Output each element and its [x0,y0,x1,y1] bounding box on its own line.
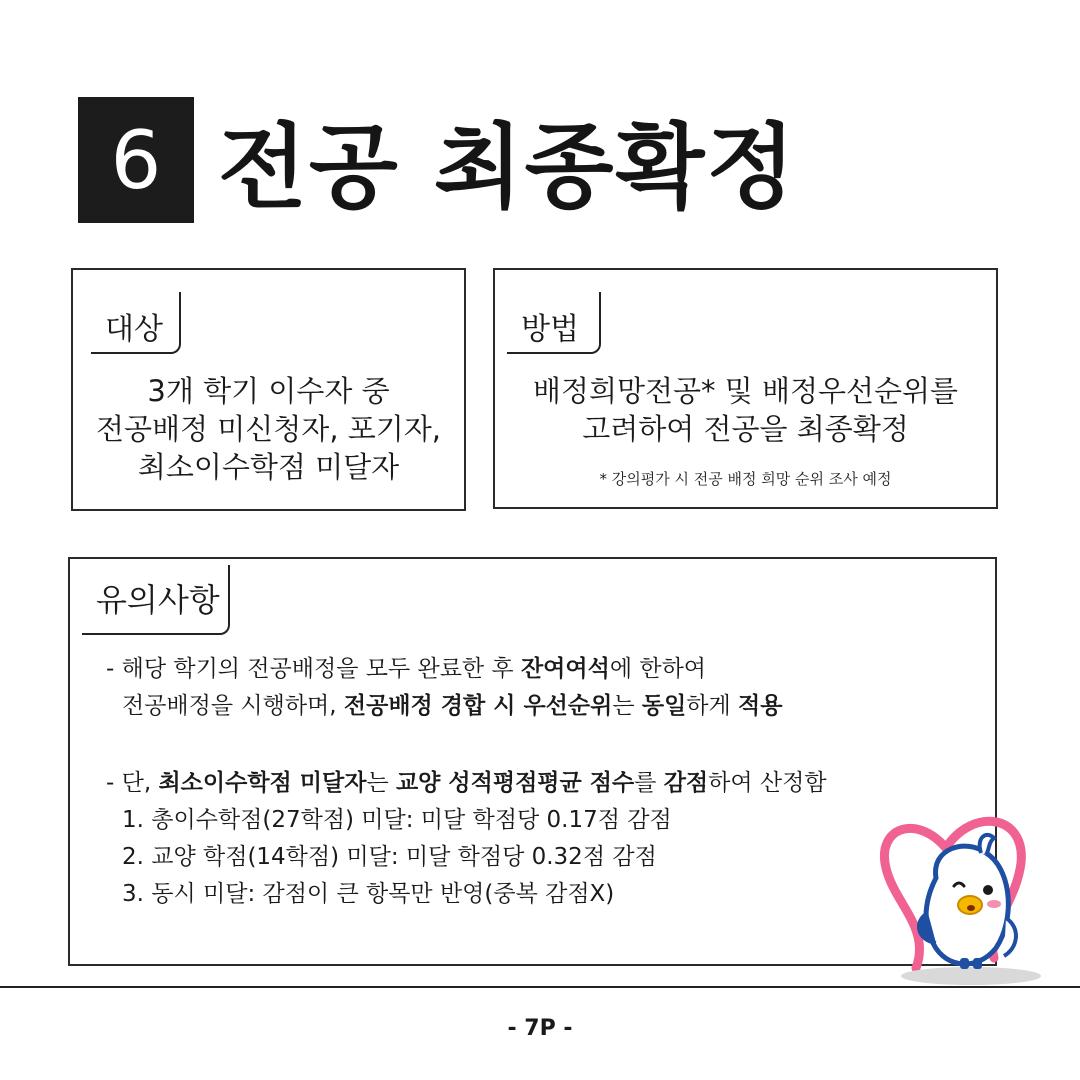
notes-box [68,557,997,966]
text-run: 에 한하여 [609,656,707,682]
page-title: 전공 최종확정 [218,114,798,221]
target-line: 전공배정 미신청자, 포기자, [95,412,442,446]
mascot-beak [958,896,982,914]
text-run: 하여 산정함 [708,770,827,796]
method-box [493,268,998,509]
note-line [106,651,827,688]
emphasis: 전공배정 경합 시 우선순위 [343,693,613,719]
emphasis: 동일 [641,693,687,719]
section-number: 6 [110,113,162,207]
target-box [71,268,466,511]
mascot-wing [1004,918,1016,956]
emphasis: 최소이수학점 미달자 [158,770,367,796]
deduction-item: 2. 교양 학점(14학점) 미달: 미달 학점당 0.32점 감점 [122,844,657,870]
notes-label: 유의사항 [96,581,220,619]
emphasis: 적용 [738,693,783,719]
method-line: 고려하여 전공을 최종확정 [582,412,909,446]
notes-body [106,651,827,913]
target-label: 대상 [105,312,163,347]
text-run: 하게 [686,693,739,719]
section-title [78,94,797,226]
mascot-eye [983,885,993,895]
mascot-mouth [967,905,975,911]
method-text [495,372,996,448]
mascot-illustration [876,808,1046,988]
target-text [73,372,464,486]
page-number: - 7P - [507,1016,573,1041]
emphasis: 잔여여석 [520,656,610,682]
text-run: 전공배정을 시행하며, [122,693,344,719]
text-run: 는 [612,693,642,719]
mascot-cheek [987,900,1001,908]
text-run: 를 [634,770,664,796]
text-run: 는 [366,770,396,796]
mascot-shadow [901,967,1041,985]
target-line: 3개 학기 이수자 중 [147,374,390,408]
footer-divider [0,986,1080,988]
section-number-badge [78,97,194,223]
deduction-item: 3. 동시 미달: 감점이 큰 항목만 반영(중복 감점X) [122,881,615,907]
text-run: - 해당 학기의 전공배정을 모두 완료한 후 [106,656,521,682]
emphasis: 교양 성적평점평균 점수 [395,770,635,796]
mascot-foot [960,958,969,969]
method-line: 배정희망전공* 및 배정우선순위를 [532,374,959,408]
spacer [106,725,827,765]
note-line [106,688,827,725]
note-line [106,765,827,802]
emphasis: 감점 [663,770,709,796]
target-line: 최소이수학점 미달자 [137,450,400,484]
text-run: - 단, [106,770,159,796]
mascot-tuft [980,835,994,855]
deduction-item: 1. 총이수학점(27학점) 미달: 미달 학점당 0.17점 감점 [122,807,672,833]
method-footnote: * 강의평가 시 전공 배정 희망 순위 조사 예정 [599,470,892,488]
mascot-foot [973,958,982,969]
method-label: 방법 [521,312,579,347]
